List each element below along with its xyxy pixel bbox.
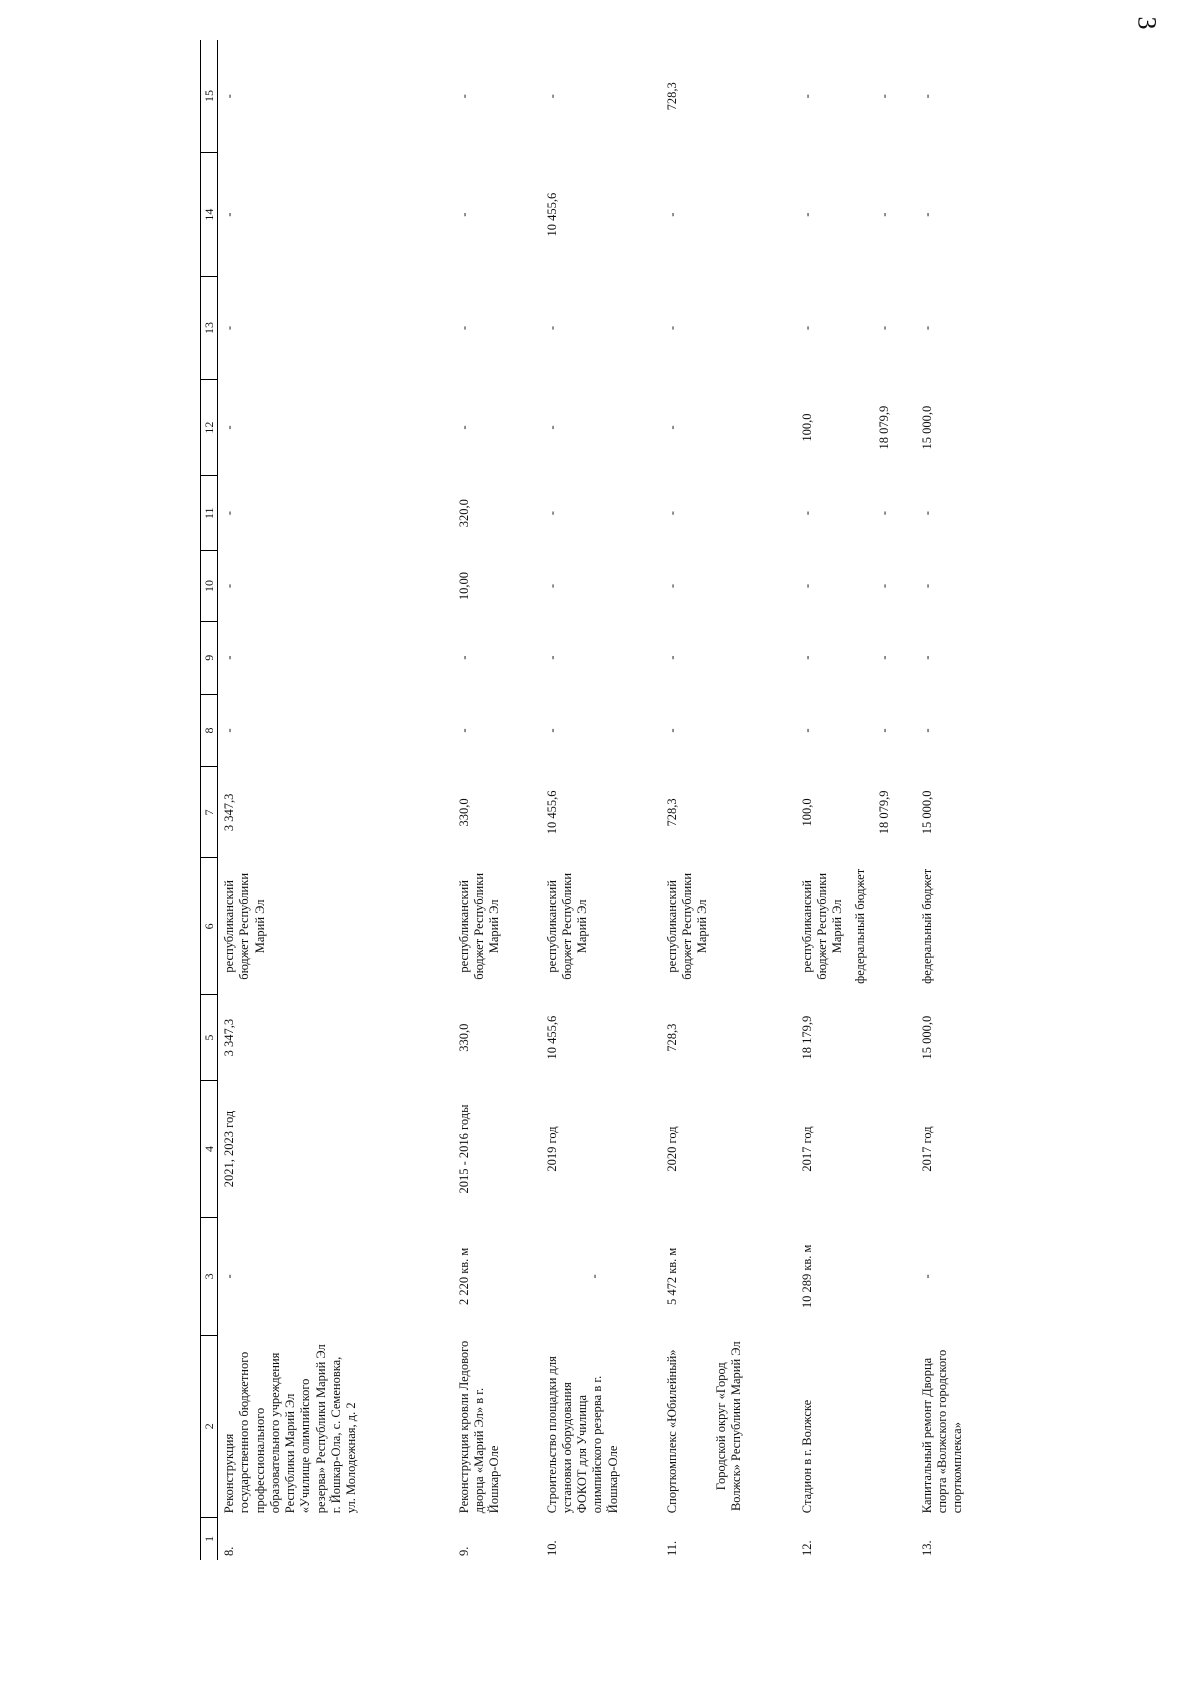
total-cost: 3 347,3 [222,1018,236,1057]
table-row [541,40,661,1560]
cell-col10 [796,551,916,622]
col-header: 14 [201,153,218,277]
funding-source-cell [796,858,916,995]
funding-source: республиканский бюджет Республики Марий Эл [664,872,709,980]
table-row [218,40,453,1560]
funding-amount: 728,3 [664,798,679,827]
cell-col9: - [544,655,559,660]
cell-col15: - [919,94,934,99]
cell-col15: - [222,94,236,99]
col-header: 5 [201,995,218,1081]
cell-col9-b: - [876,655,891,660]
col-header: 8 [201,694,218,767]
funding-amount: 100,0 [799,798,814,827]
cell-col13-b: - [876,325,891,331]
funding-source: республиканский бюджет Республики Марий Эл [456,872,501,980]
row-number: 13. [919,1540,934,1556]
cell-col10: - [222,583,236,589]
cell-col10: - [544,583,559,589]
object-name: Капитальный ремонт Дворца спорта «Волжского городского спорткомплекса» [919,1349,964,1514]
cell-col12: - [664,425,679,430]
cell-col10-b: - [876,583,891,589]
table-row [661,40,796,1560]
period: 2020 год [664,1126,679,1172]
object-area: 2 220 кв. м [456,1247,471,1306]
row-number: 12. [799,1540,814,1556]
col-header: 13 [201,277,218,380]
cell-col14: - [456,212,471,217]
page-number: 3 [1132,16,1162,30]
col-header: 1 [201,1517,218,1560]
object-area: - [919,1274,934,1279]
total-cost: 728,3 [664,1023,679,1052]
period: 2015 - 2016 годы [456,1104,471,1194]
col-header: 9 [201,621,218,694]
col-header: 11 [201,476,218,551]
cell-col13: - [222,325,236,331]
cell-col13 [796,277,916,380]
cell-col14: - [664,212,679,217]
cell-col14 [796,153,916,277]
objects-table [200,40,996,1560]
district-heading: Городской округ «Город Волжск» Республики Марий Эл [713,1341,743,1512]
funding-amount: 15 000,0 [919,790,934,835]
cell-col14-b: - [876,212,891,217]
object-name: Строительство площадки для установки оборудования ФОКОТ для Училища олимпийского резерва в г. Йошкар-Оле [544,1356,620,1514]
cell-col11-b: - [876,511,891,516]
row-number: 10. [544,1540,559,1556]
cell-col9 [796,621,916,694]
cell-col9: - [664,655,679,660]
cell-col15: 728,3 [664,82,679,111]
col-header: 15 [201,40,218,153]
cell-col8: - [544,728,559,733]
cell-col13-a: - [799,325,814,331]
cell-col15: - [544,94,559,99]
cell-col15: - [456,94,471,99]
col-header: 2 [201,1335,218,1517]
cell-col8: - [919,728,934,733]
row-number: 9. [456,1546,471,1556]
cell-col11 [796,476,916,551]
cell-col11: - [664,511,679,516]
funding-amount: 3 347,3 [222,793,236,832]
cell-col11-a: - [799,511,814,516]
total-cost: 10 455,6 [544,1015,559,1060]
object-area: - [222,1274,236,1279]
cell-col12-a: 100,0 [799,413,814,442]
object-name: Реконструкция государственного бюджетного профессионального образовательного учреждения Республики Марий Эл «Училище олимпийского резерва» Республики Марий Эл г. Йошкар-Ола, с. Семеновка, ул. Молодежная, д. 2 [222,1344,358,1514]
rotated-table-sheet [200,40,980,1560]
cell-col10: 10,00 [456,571,471,601]
cell-col8-b: - [876,728,891,733]
col-header: 4 [201,1080,218,1217]
object-area: 10 289 кв. м [799,1244,814,1309]
funding-source: федеральный бюджет [853,868,868,984]
cell-col12: - [456,425,471,430]
cell-col10: - [664,583,679,589]
cell-col15-a: - [799,94,814,99]
cell-col11: - [919,511,934,516]
cell-col14-a: - [799,212,814,217]
cell-col9: - [919,655,934,660]
cell-col14: - [919,212,934,217]
cell-col8: - [222,728,236,733]
funding-source: республиканский бюджет Республики Марий Эл [222,872,267,980]
total-cost: 15 000,0 [919,1015,934,1060]
cell-col15 [796,40,916,153]
col-header: 7 [201,767,218,858]
table-row [453,40,541,1560]
cell-col13: - [456,325,471,331]
cell-col11: - [222,511,236,516]
period: 2021, 2023 год [222,1110,236,1188]
period: 2017 год [799,1126,814,1172]
cell-col9: - [222,655,236,660]
funding-source: федеральный бюджет [919,868,934,984]
cell-col10: - [919,583,934,589]
cell-col12-b: 18 079,9 [876,405,891,450]
object-area: - [586,1274,601,1279]
cell-col10-a: - [799,583,814,589]
cell-col9-a: - [799,655,814,660]
col-header: 6 [201,858,218,995]
cell-col12: 15 000,0 [919,405,934,450]
object-name: Реконструкция кровли Ледового дворца «Марий Эл» в г. Йошкар-Оле [456,1340,501,1514]
row-number: 8. [222,1546,236,1556]
funding-amount-cell [796,767,916,858]
cell-col15-b: - [876,94,891,99]
cell-col13: - [544,325,559,331]
col-header: 12 [201,379,218,475]
cell-col8: - [456,728,471,733]
row-number: 11. [664,1540,679,1556]
cell-col8-a: - [799,728,814,733]
table-row [796,40,916,1560]
funding-amount: 18 079,9 [876,790,891,835]
object-name-cell [661,1335,796,1517]
cell-col12: - [222,425,236,430]
funding-amount: 10 455,6 [544,790,559,835]
total-cost: 330,0 [456,1023,471,1052]
funding-source: республиканский бюджет Республики Марий Эл [544,872,589,980]
funding-source: республиканский бюджет Республики Марий Эл [799,872,844,980]
table-row [916,40,996,1560]
cell-col13: - [919,325,934,331]
object-name: Спорткомплекс «Юбилейный» [664,1349,679,1514]
cell-col9: - [456,655,471,660]
cell-col13: - [664,325,679,331]
cell-col8 [796,694,916,767]
cell-col14: - [222,212,236,217]
header-row [201,40,218,1560]
col-header: 10 [201,551,218,622]
total-cost: 18 179,9 [799,1015,814,1060]
cell-col8: - [664,728,679,733]
object-name: Стадион в г. Волжске [799,1399,814,1514]
period: 2017 год [919,1126,934,1172]
cell-col12: - [544,425,559,430]
col-header: 3 [201,1217,218,1335]
cell-col14: 10 455,6 [544,192,559,237]
cell-col11: 320,0 [456,499,471,528]
period: 2019 год [544,1126,559,1172]
cell-col12 [796,379,916,475]
object-area: 5 472 кв. м [664,1247,679,1306]
cell-col11: - [544,511,559,516]
funding-amount: 330,0 [456,798,471,827]
